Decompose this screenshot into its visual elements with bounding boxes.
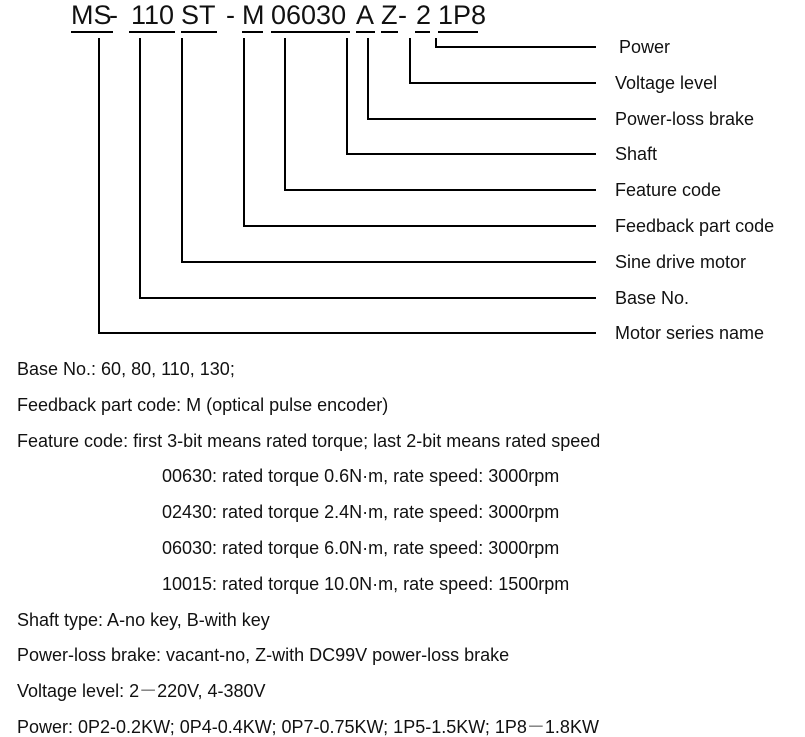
- label-feedback-part-code: Feedback part code: [615, 216, 775, 236]
- underline-base: [129, 31, 175, 33]
- underline-power: [438, 31, 478, 33]
- leader-sine-h: [181, 261, 596, 263]
- underline-voltage: [415, 31, 430, 33]
- label-feature-code: Feature code: [615, 180, 722, 200]
- code-feedback: M: [242, 0, 265, 30]
- code-feature: 06030: [271, 0, 347, 30]
- desc-base-no: Base No.: 60, 80, 110, 130;: [17, 359, 235, 379]
- code-dash-2: -: [226, 0, 235, 30]
- leader-voltage-v: [409, 38, 411, 84]
- label-shaft: Shaft: [615, 144, 658, 164]
- label-sine-drive-motor: Sine drive motor: [615, 252, 747, 272]
- code-brake: Z: [381, 0, 398, 30]
- underline-shaft: [356, 31, 375, 33]
- leader-shaft-h: [346, 153, 596, 155]
- desc-feature-item: 00630: rated torque 0.6N·m, rate speed: 3000rpm: [162, 466, 560, 486]
- leader-base-h: [139, 297, 596, 299]
- leader-feature-h: [284, 189, 596, 191]
- desc-voltage: Voltage level: 2－220V, 4-380V: [17, 681, 266, 701]
- label-base-no: Base No.: [615, 288, 690, 308]
- underline-feature: [271, 31, 350, 33]
- leader-sine-v: [181, 38, 183, 263]
- label-voltage-level: Voltage level: [615, 73, 718, 93]
- code-base: 110: [131, 0, 175, 30]
- desc-power: Power: 0P2-0.2KW; 0P4-0.4KW; 0P7-0.75KW; 1P5-1.5KW; 1P8－1.8KW: [17, 717, 599, 737]
- label-motor-series-name: Motor series name: [615, 323, 765, 343]
- code-dash-1: -: [109, 0, 118, 30]
- desc-feature-item: 10015: rated torque 10.0N·m, rate speed: 1500rpm: [162, 574, 570, 594]
- leader-feedback-v: [243, 38, 245, 227]
- desc-feature-item: 02430: rated torque 2.4N·m, rate speed: 3000rpm: [162, 502, 560, 522]
- label-power-loss-brake: Power-loss brake: [615, 109, 755, 129]
- desc-brake: Power-loss brake: vacant-no, Z-with DC99V power-loss brake: [17, 645, 510, 665]
- leader-power-h: [435, 46, 596, 48]
- leader-brake-v: [367, 38, 369, 120]
- leader-feature-v: [284, 38, 286, 191]
- desc-feedback: Feedback part code: M (optical pulse encoder): [17, 395, 389, 415]
- code-shaft: A: [356, 0, 375, 30]
- underline-series: [71, 31, 113, 33]
- desc-feature: Feature code: first 3-bit means rated torque; last 2-bit means rated speed: [17, 431, 601, 451]
- code-sine: ST: [181, 0, 216, 30]
- leader-base-v: [139, 38, 141, 299]
- leader-shaft-v: [346, 38, 348, 155]
- label-power: Power: [619, 37, 671, 57]
- desc-feature-item: 06030: rated torque 6.0N·m, rate speed: 3000rpm: [162, 538, 560, 558]
- code-voltage: 2: [416, 0, 432, 30]
- leader-brake-h: [367, 118, 596, 120]
- leader-series-h: [98, 332, 596, 334]
- underline-feedback: [242, 31, 263, 33]
- leader-series-v: [98, 38, 100, 334]
- leader-voltage-h: [409, 82, 596, 84]
- leader-feedback-h: [243, 225, 596, 227]
- code-power: 1P8: [438, 0, 487, 30]
- code-dash-3: -: [398, 0, 407, 30]
- underline-sine: [181, 31, 217, 33]
- code-series: MS: [71, 0, 112, 30]
- desc-shaft: Shaft type: A-no key, B-with key: [17, 610, 270, 630]
- underline-brake: [381, 31, 398, 33]
